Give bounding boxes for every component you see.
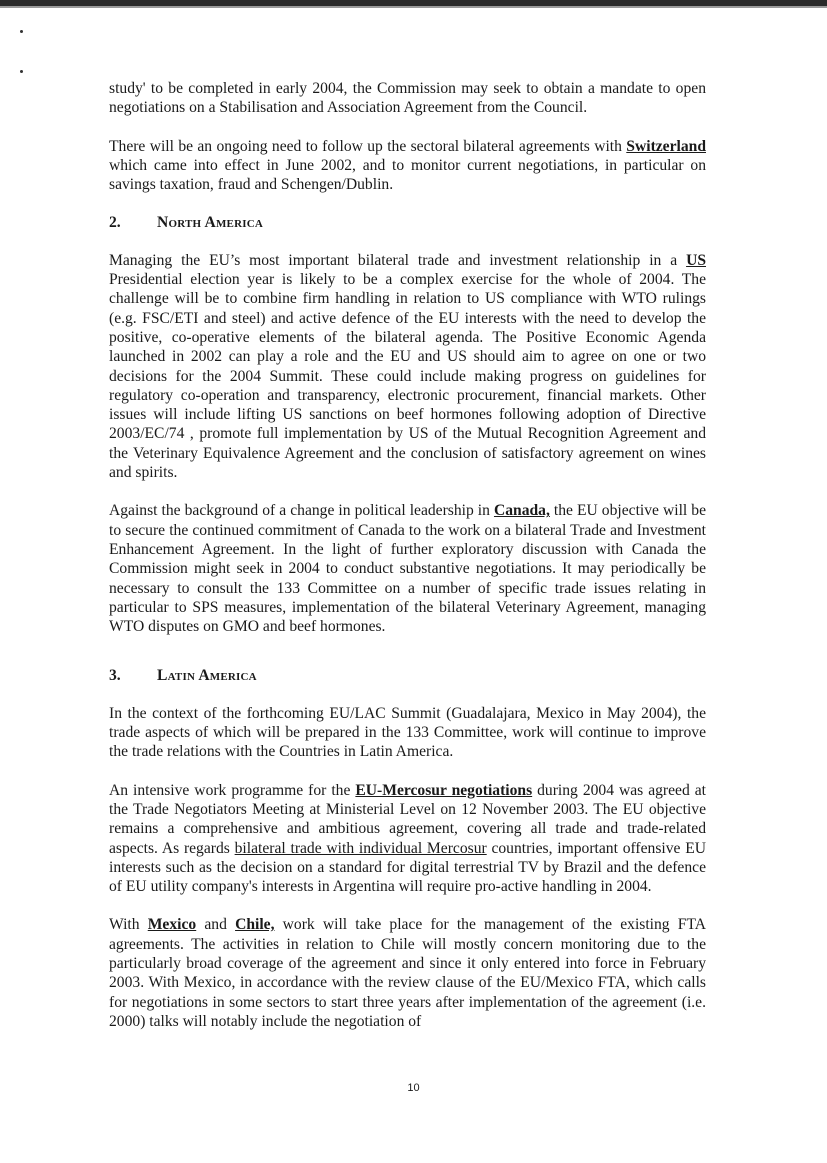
paragraph-stabilisation: study' to be completed in early 2004, the Commission may seek to obtain a mandate to open negotiations on a Stabilisation and Association Agreement from the Council. bbox=[109, 80, 706, 117]
scan-speck bbox=[20, 30, 23, 33]
page-number: 10 bbox=[407, 1082, 420, 1094]
term-mexico: Mexico bbox=[147, 916, 197, 934]
document-page bbox=[109, 79, 706, 1050]
term-bilateral-trade-mercosur: bilateral trade with individual Mercosur bbox=[234, 839, 487, 857]
paragraph-canada: Against the background of a change in political leadership in Canada, the EU objective will be to secure the continued commitment of Canada to the work on a bilateral Trade and Investment Enhancement Agreement. In the light of further exploratory discussion with Canada the Commission might seek in 2004 to conduct substantive negotiations. It may periodically be necessary to consult the 133 Committee on a number of specific trade issues relating in particular to SPS measures, implementation of the bilateral Veterinary Agreement, managing WTO disputes on GMO and beef hormones. bbox=[109, 502, 706, 636]
scan-top-border-shadow bbox=[0, 6, 827, 8]
section-title: Latin America bbox=[157, 667, 257, 685]
scan-speck bbox=[20, 70, 23, 73]
section-heading-north-america bbox=[109, 213, 706, 232]
section-number: 3. bbox=[109, 667, 121, 685]
section-heading-latin-america bbox=[109, 666, 706, 685]
term-us: US bbox=[686, 251, 706, 269]
paragraph-eu-lac-summit: In the context of the forthcoming EU/LAC Summit (Guadalajara, Mexico in May 2004), the trade aspects of which will be prepared in the 133 Committee, work will continue to improve the trade relations with the Countries in Latin America. bbox=[109, 704, 706, 761]
term-eu-mercosur-negotiations: EU-Mercosur negotiations bbox=[355, 781, 533, 799]
section-title: North America bbox=[157, 214, 263, 232]
term-canada: Canada, bbox=[493, 502, 550, 520]
term-chile: Chile, bbox=[235, 916, 275, 934]
paragraph-mexico-chile: With Mexico and Chile, work will take place for the management of the existing FTA agreements. The activities in relation to Chile will mostly concern monitoring due to the particularly broad coverage of the agreement and since it only entered into force in February 2003. With Mexico, in accordance with the review clause of the EU/Mexico FTA, which calls for negotiations in some sectors to start three years after implementation of the agreement (i.e. 2000) talks will notably include the negotiation of bbox=[109, 916, 706, 1030]
paragraph-mercosur: An intensive work programme for the EU-Mercosur negotiations during 2004 was agreed at the Trade Negotiators Meeting at Ministerial Level on 12 November 2003. The EU objective remains a comprehensive and ambitious agreement, covering all trade and trade-related aspects. As regards bilateral trade with individual Mercosur countries, important offensive EU interests such as the decision on a standard for digital terrestrial TV by Brazil and the defence of EU utility company's interests in Argentina will require pro-active handling in 2004. bbox=[109, 781, 707, 896]
paragraph-us: Managing the EU’s most important bilateral trade and investment relationship in a US Presidential election year is likely to be a complex exercise for the whole of 2004. The challenge will be to combine firm handling in relation to US compliance with WTO rulings (e.g. FSC/ETI and steel) and active defence of the EU interests with the need to develop the positive, co-operative elements of the bilateral agenda. The Positive Economic Agenda launched in 2002 can play a role and the EU and US should aim to agree on one or two decisions for the 2004 Summit. These could include making progress on guidelines for regulatory co-operation and transparency, electronic procurement, financial markets. Other issues will include lifting US sanctions on beef hormones following adoption of Directive 2003/EC/74 , promote full implementation by US of the Mutual Recognition Agreement and the Veterinary Equivalence Agreement and the conclusion of satisfactory agreement on wines and spirits. bbox=[109, 251, 706, 482]
term-switzerland: Switzerland bbox=[626, 137, 706, 155]
paragraph-switzerland: There will be an ongoing need to follow up the sectoral bilateral agreements with Switzerland which came into effect in June 2002, and to monitor current negotiations, in particular on savings taxation, fraud and Schengen/Dublin. bbox=[109, 137, 706, 194]
section-number: 2. bbox=[109, 214, 121, 232]
